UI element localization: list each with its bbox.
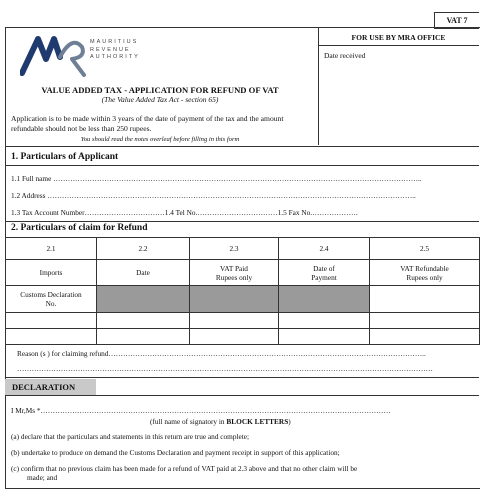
table-cell[interactable]	[97, 329, 190, 345]
section-divider	[5, 165, 479, 166]
refund-claim-table	[5, 237, 480, 345]
section1-title: 1. Particulars of Applicant	[11, 152, 119, 162]
table-cell[interactable]	[6, 313, 97, 329]
declaration-title: DECLARATION	[12, 382, 76, 392]
table-cell[interactable]	[190, 313, 279, 329]
reason-field-line2[interactable]: ………………………………………………………………………………………………………………………………………………………	[17, 364, 433, 373]
table-cell[interactable]	[97, 313, 190, 329]
reason-field[interactable]: Reason (s ) for claiming refund…………………………………………………………………………………………………………………..	[17, 349, 426, 358]
col-header-date: Date	[97, 260, 190, 286]
section-divider	[5, 395, 479, 396]
application-text: Application is to be made within 3 years of the date of payment of the tax and the amount refundable should not be less than 250 rupees.	[11, 114, 284, 133]
form-subtitle: (The Value Added Tax Act - section 65)	[101, 95, 219, 104]
caption-prefix: (full name of signatory in	[150, 417, 227, 426]
caption-block-letters: BLOCK LETTERS	[226, 417, 289, 426]
tax-account-field[interactable]: 1.3 Tax Account Number……………………………1.4 Tel No.……………………………1.5 Fax No.……………….	[11, 208, 358, 217]
table-cell[interactable]	[370, 329, 480, 345]
table-row	[6, 286, 480, 313]
col-header-vat-refundable: VAT Refundable Rupees only	[370, 260, 480, 286]
declaration-item-c: (c) confirm that no previous claim has been made for a refund of VAT paid at 2.3 above and that no other claim will be	[11, 464, 358, 473]
table-row	[6, 313, 480, 329]
col-number: 2.5	[370, 238, 480, 260]
column-number-row	[6, 238, 480, 260]
section-divider	[5, 146, 479, 147]
signatory-caption	[150, 417, 291, 426]
col-number: 2.2	[97, 238, 190, 260]
table-cell[interactable]	[370, 313, 480, 329]
col-number: 2.1	[6, 238, 97, 260]
shaded-cell	[279, 286, 370, 313]
address-field[interactable]: 1.2 Address ……………………………………………………………………………………………………………………………………..	[11, 191, 416, 200]
col-header-imports: Imports	[6, 260, 97, 286]
col-header-vat-paid: VAT Paid Rupees only	[190, 260, 279, 286]
declaration-item-b: (b) undertake to produce on demand the Customs Declaration and payment receipt in support of this application;	[11, 448, 340, 457]
date-received-label: Date received	[324, 51, 366, 60]
shaded-cell	[190, 286, 279, 313]
logo-text-line1: MAURITIUS	[90, 39, 139, 45]
form-code: VAT 7	[434, 12, 479, 29]
col-number: 2.4	[279, 238, 370, 260]
section-divider	[5, 377, 479, 378]
shaded-cell	[97, 286, 190, 313]
table-cell[interactable]	[190, 329, 279, 345]
caption-suffix: )	[288, 417, 291, 426]
mra-office-title: FOR USE BY MRA OFFICE	[351, 33, 446, 42]
full-name-field[interactable]: 1.1 Full name ……………………………………………………………………………………………………………………………………..	[11, 174, 422, 183]
section2-title: 2. Particulars of claim for Refund	[11, 223, 148, 233]
table-cell[interactable]	[6, 329, 97, 345]
mra-logo	[20, 33, 150, 78]
divider	[318, 45, 479, 46]
section-divider	[5, 221, 479, 222]
signatory-name-field[interactable]: I Mr,Ms *………………………………………………………………………………………………………………………………	[11, 406, 391, 415]
mra-logo-mark-icon	[20, 33, 90, 78]
logo-text-line3: AUTHORITY	[90, 54, 140, 60]
table-cell[interactable]	[279, 313, 370, 329]
table-cell[interactable]	[279, 329, 370, 345]
col-number: 2.3	[190, 238, 279, 260]
col-header-date-of-payment: Date of Payment	[279, 260, 370, 286]
column-header-row	[6, 260, 480, 286]
notes-instruction: You should read the notes overleaf before filling in this form	[80, 136, 240, 143]
table-row	[6, 329, 480, 345]
declaration-item-a: (a) declare that the particulars and statements in this return are true and complete;	[11, 432, 250, 441]
vat-refundable-cell[interactable]	[370, 286, 480, 313]
form-title: VALUE ADDED TAX - APPLICATION FOR REFUND OF VAT	[41, 85, 279, 95]
customs-declaration-label: Customs Declaration No.	[6, 286, 97, 313]
declaration-item-c-cont: made; and	[27, 473, 58, 482]
logo-text-line2: REVENUE	[90, 46, 131, 53]
